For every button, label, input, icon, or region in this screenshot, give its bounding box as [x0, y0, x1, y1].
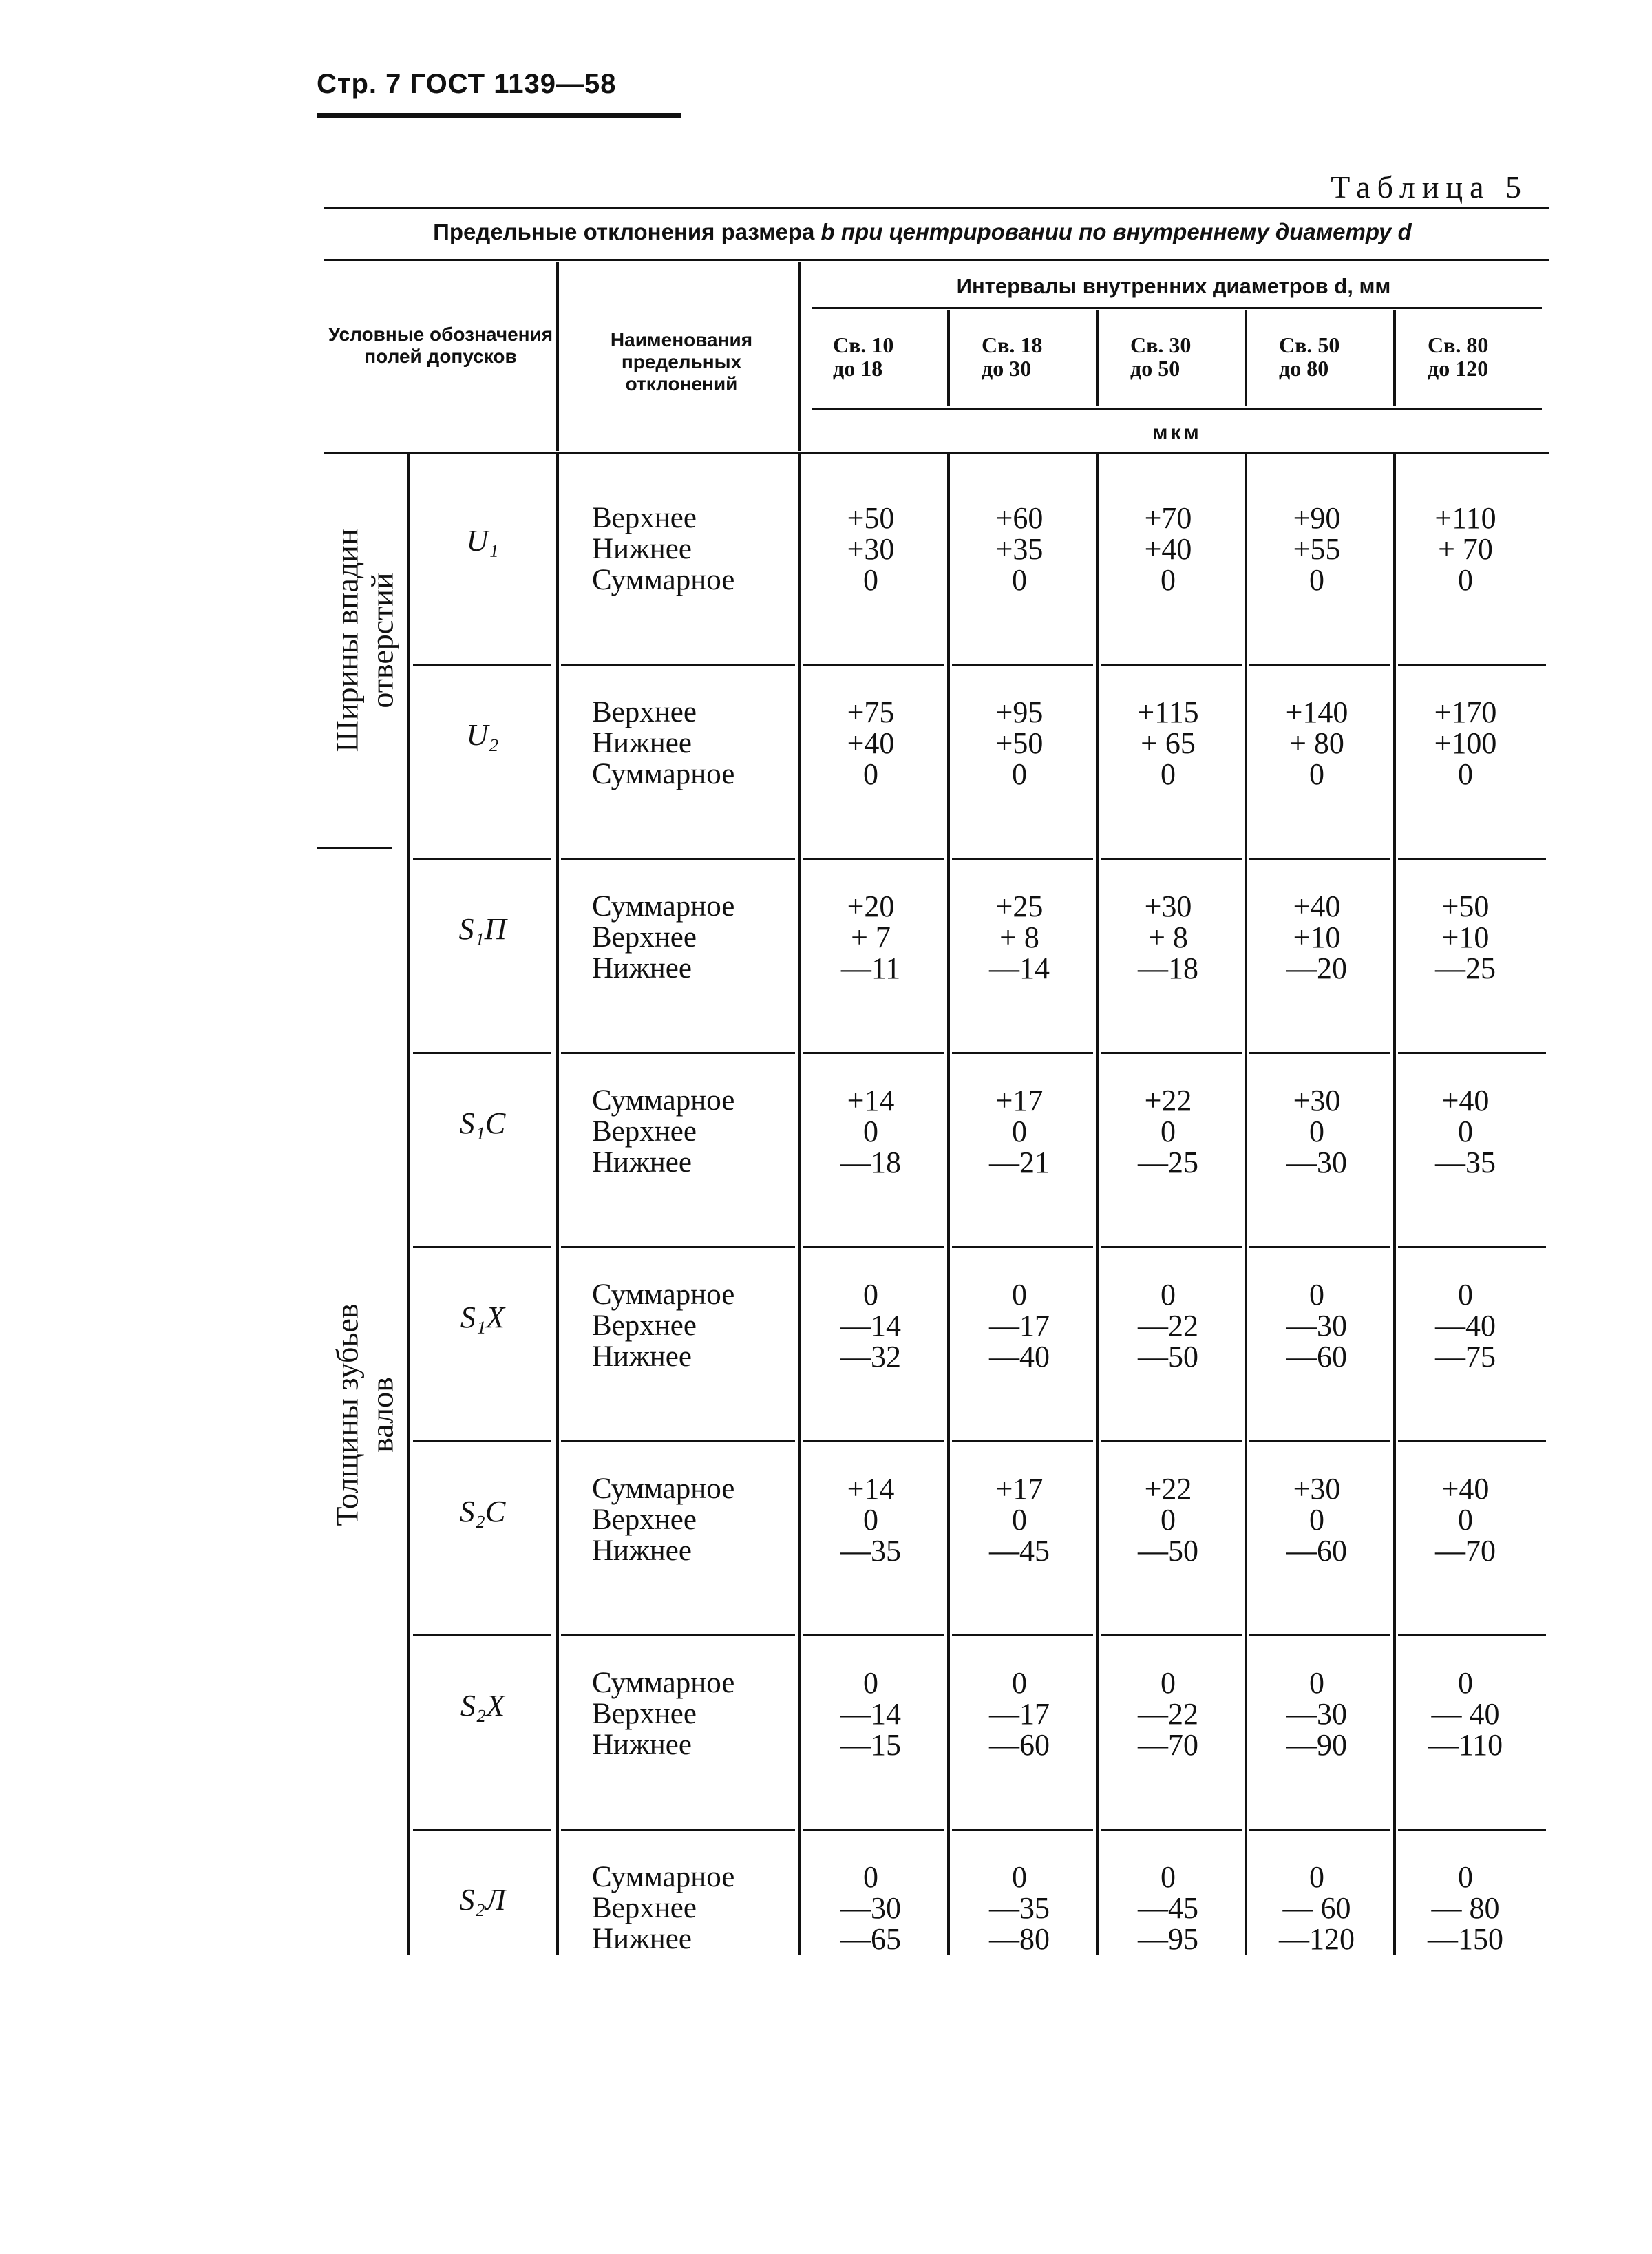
row-deviation-names: Суммарное Верхнее Нижнее	[592, 1278, 735, 1373]
row-separator	[561, 1052, 795, 1054]
row-separator	[561, 1634, 795, 1636]
row-separator	[1101, 1634, 1242, 1636]
page-header: Стр. 7 ГОСТ 1139—58	[317, 69, 617, 99]
row-separator	[561, 1440, 795, 1442]
header-col-names: Наименования предельных отклонений	[610, 329, 753, 395]
value-cell: 0 —40 —75	[1435, 1278, 1496, 1373]
value-cell: 0 —30 —65	[840, 1860, 901, 1956]
header-units: мкм	[1152, 421, 1202, 444]
header-divider-2	[798, 262, 801, 451]
header-range-divider-1	[947, 310, 950, 406]
row-separator	[413, 664, 551, 666]
caption-suffix: при центрировании по внутреннему диаметру	[834, 219, 1398, 244]
value-cell: +30 0 —30	[1286, 1084, 1347, 1179]
row-separator	[803, 1440, 944, 1442]
value-cell: +40 +10 —20	[1286, 889, 1347, 985]
row-code: U₁	[466, 524, 499, 558]
row-separator	[561, 664, 795, 666]
row-deviation-names: Суммарное Верхнее Нижнее	[592, 890, 735, 984]
row-separator	[1249, 1634, 1390, 1636]
row-code: S₁C	[459, 1106, 506, 1140]
row-code: S₁X	[460, 1300, 505, 1334]
header-col-codes: Условные обозначения полей допусков	[328, 324, 553, 368]
row-separator	[1249, 1246, 1390, 1248]
row-separator	[1101, 1829, 1242, 1831]
value-cell: +40 0 —35	[1435, 1084, 1496, 1179]
value-cell: 0 —14 —32	[840, 1278, 901, 1373]
value-cell: 0 — 40 —110	[1428, 1666, 1503, 1762]
header-rule	[317, 113, 681, 118]
row-separator	[803, 1829, 944, 1831]
table-caption	[324, 219, 1521, 245]
value-cell: +90 +55 0	[1293, 501, 1341, 597]
value-cell: +14 0 —35	[840, 1472, 901, 1568]
body-divider-values	[798, 454, 801, 1955]
row-separator	[952, 1829, 1093, 1831]
row-separator	[952, 664, 1093, 666]
header-range-4: Св. 50 до 80	[1279, 333, 1340, 381]
value-cell: +110 + 70 0	[1434, 501, 1496, 597]
row-separator	[952, 1440, 1093, 1442]
header-range-divider-3	[1245, 310, 1247, 406]
row-deviation-names: Суммарное Верхнее Нижнее	[592, 1861, 735, 1955]
header-range-5: Св. 80 до 120	[1428, 333, 1489, 381]
row-separator	[1398, 1246, 1546, 1248]
body-divider-col2	[947, 454, 950, 1955]
row-separator	[1398, 1440, 1546, 1442]
header-range-3: Св. 30 до 50	[1130, 333, 1192, 381]
row-separator	[1398, 1829, 1546, 1831]
row-deviation-names: Суммарное Верхнее Нижнее	[592, 1667, 735, 1761]
caption-symbol: b	[820, 219, 835, 244]
row-separator	[803, 1052, 944, 1054]
value-cell: +70 +40 0	[1144, 501, 1192, 597]
row-separator	[1249, 1052, 1390, 1054]
row-separator	[413, 1052, 551, 1054]
row-code: U₂	[466, 718, 499, 752]
header-range-divider-2	[1096, 310, 1099, 406]
body-divider-col4	[1245, 454, 1247, 1955]
row-separator	[1101, 1246, 1242, 1248]
value-cell: +170 +100 0	[1434, 695, 1497, 791]
value-cell: 0 —30 —90	[1286, 1666, 1347, 1762]
row-separator	[803, 664, 944, 666]
value-cell: +14 0 —18	[840, 1084, 901, 1179]
row-separator	[413, 1829, 551, 1831]
group-label-teeth: Толщины зубьев валов	[329, 1303, 399, 1526]
row-separator	[413, 1246, 551, 1248]
row-separator	[1101, 858, 1242, 860]
row-deviation-names: Суммарное Верхнее Нижнее	[592, 1084, 735, 1179]
row-separator	[952, 1634, 1093, 1636]
row-separator	[1249, 664, 1390, 666]
row-separator	[952, 1052, 1093, 1054]
header-intervals: Интервалы внутренних диаметров d, мм	[956, 274, 1391, 298]
caption-prefix: Предельные отклонения размера	[433, 219, 821, 244]
value-cell: +22 0 —25	[1138, 1084, 1198, 1179]
value-cell: 0 —22 —50	[1138, 1278, 1198, 1373]
value-cell: +25 + 8 —14	[989, 889, 1050, 985]
caption-var: d	[1397, 219, 1412, 244]
value-cell: +95 +50 0	[995, 695, 1044, 791]
row-code: S₂X	[460, 1689, 505, 1723]
value-cell: +30 + 8 —18	[1138, 889, 1198, 985]
row-code: S₁П	[458, 912, 507, 946]
value-cell: +40 0 —70	[1435, 1472, 1496, 1568]
row-separator	[803, 1246, 944, 1248]
row-separator	[952, 1246, 1093, 1248]
row-deviation-names: Суммарное Верхнее Нижнее	[592, 1473, 735, 1567]
value-cell: 0 —17 —40	[989, 1278, 1050, 1373]
header-range-2: Св. 18 до 30	[982, 333, 1043, 381]
value-cell: +50 +30 0	[847, 501, 895, 597]
row-separator	[803, 1634, 944, 1636]
row-separator	[1249, 858, 1390, 860]
value-cell: +115 + 65 0	[1137, 695, 1199, 791]
value-cell: 0 —22 —70	[1138, 1666, 1198, 1762]
body-divider-names	[556, 454, 559, 1955]
header-range-1: Св. 10 до 18	[833, 333, 894, 381]
row-separator	[561, 1829, 795, 1831]
body-divider-col3	[1096, 454, 1099, 1955]
row-separator	[1101, 1440, 1242, 1442]
value-cell: +140 + 80 0	[1285, 695, 1348, 791]
value-cell: 0 —35 —80	[989, 1860, 1050, 1956]
row-code: S₂Л	[459, 1883, 506, 1917]
row-separator	[952, 858, 1093, 860]
row-separator	[1249, 1829, 1390, 1831]
value-cell: +50 +10 —25	[1435, 889, 1496, 985]
value-cell: +22 0 —50	[1138, 1472, 1198, 1568]
table-label: Таблица 5	[1331, 169, 1528, 204]
row-separator	[1398, 1052, 1546, 1054]
row-deviation-names: Верхнее Нижнее Суммарное	[592, 696, 735, 790]
row-code: S₂C	[459, 1495, 506, 1528]
value-cell: 0 —17 —60	[989, 1666, 1050, 1762]
value-cell: 0 — 60 —120	[1279, 1860, 1355, 1956]
row-separator	[413, 1440, 551, 1442]
group-separator	[317, 847, 392, 849]
caption-bottom-rule	[324, 259, 1549, 261]
row-separator	[803, 858, 944, 860]
group-label-slots: Ширины впадин отверстий	[329, 528, 399, 752]
header-range-divider-4	[1393, 310, 1396, 406]
value-cell: +30 0 —60	[1286, 1472, 1347, 1568]
header-divider-1	[556, 262, 559, 451]
header-bottom-rule	[324, 452, 1549, 454]
row-separator	[1249, 1440, 1390, 1442]
body-divider-col5	[1393, 454, 1396, 1955]
row-separator	[413, 858, 551, 860]
value-cell: 0 —30 —60	[1286, 1278, 1347, 1373]
value-cell: 0 —14 —15	[840, 1666, 901, 1762]
row-separator	[561, 858, 795, 860]
value-cell: 0 —45 —95	[1138, 1860, 1198, 1956]
header-intervals-rule	[812, 307, 1542, 309]
row-separator	[1398, 664, 1546, 666]
row-deviation-names: Верхнее Нижнее Суммарное	[592, 502, 735, 596]
value-cell: +20 + 7 —11	[840, 889, 901, 985]
row-separator	[1101, 1052, 1242, 1054]
value-cell: +60 +35 0	[995, 501, 1044, 597]
row-separator	[561, 1246, 795, 1248]
row-separator	[413, 1634, 551, 1636]
row-separator	[1398, 1634, 1546, 1636]
header-ranges-rule	[812, 408, 1542, 410]
caption-top-rule	[324, 207, 1549, 209]
value-cell: 0 — 80 —150	[1428, 1860, 1503, 1956]
value-cell: +17 0 —45	[989, 1472, 1050, 1568]
body-divider-codes	[407, 454, 410, 1955]
row-separator	[1398, 858, 1546, 860]
value-cell: +75 +40 0	[847, 695, 895, 791]
row-separator	[1101, 664, 1242, 666]
value-cell: +17 0 —21	[989, 1084, 1050, 1179]
